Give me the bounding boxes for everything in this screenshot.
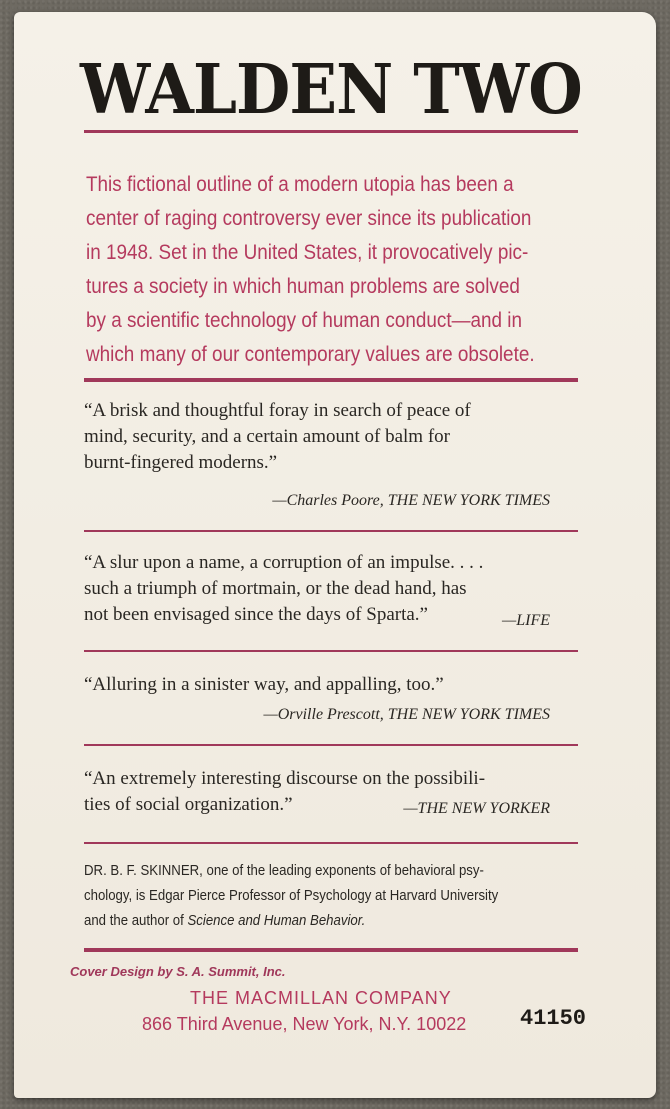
bio-book-title: Science and Human Behavior.: [187, 912, 366, 929]
blurb-line: in 1948. Set in the United States, it provocatively pic-: [86, 241, 529, 264]
quote-line: such a triumph of mortmain, or the dead hand, has: [84, 578, 467, 599]
quote-line: not been envisaged since the days of Sparta.”: [84, 604, 428, 625]
review-quote: [84, 398, 578, 476]
divider-rule: [84, 530, 578, 532]
quote-attribution: —LIFE: [502, 612, 550, 629]
quote-attribution: —THE NEW YORKER: [403, 800, 550, 817]
divider-rule: [84, 842, 578, 844]
title-rule: [84, 130, 578, 133]
blurb-line: which many of our contemporary values are obsolete.: [86, 343, 535, 366]
divider-rule: [84, 650, 578, 652]
book-title: WALDEN TWO: [80, 50, 582, 130]
divider-rule: [84, 378, 578, 382]
divider-rule: [84, 744, 578, 746]
catalog-number: 41150: [520, 1006, 587, 1031]
blurb-line: This fictional outline of a modern utopia has been a: [86, 173, 514, 196]
bio-line: DR. B. F. SKINNER, one of the leading exponents of behavioral psy-: [84, 862, 484, 879]
quote-line: “Alluring in a sinister way, and appalling, too.”: [84, 674, 444, 695]
bio-line: and the author of: [84, 912, 184, 929]
blurb-line: by a scientific technology of human conduct—and in: [86, 309, 523, 332]
quote-attribution: —Charles Poore, THE NEW YORK TIMES: [272, 492, 550, 509]
book-back-cover: [14, 12, 656, 1098]
quote-line: mind, security, and a certain amount of balm for: [84, 426, 450, 447]
blurb-line: center of raging controversy ever since its publication: [86, 207, 532, 230]
quote-line: burnt-fingered moderns.”: [84, 452, 278, 473]
blurb-line: tures a society in which human problems are solved: [86, 275, 520, 298]
quote-attribution: —Orville Prescott, THE NEW YORK TIMES: [263, 706, 550, 723]
description-blurb: [86, 168, 581, 372]
divider-rule: [84, 948, 578, 952]
bio-line: chology, is Edgar Pierce Professor of Psychology at Harvard University: [84, 887, 499, 904]
quote-line: ties of social organization.”: [84, 794, 293, 815]
quote-line: “A slur upon a name, a corruption of an impulse. . . .: [84, 552, 484, 573]
publisher-address: 866 Third Avenue, New York, N.Y. 10022: [142, 1014, 467, 1034]
cover-design-credit: Cover Design by S. A. Summit, Inc.: [70, 964, 286, 979]
quote-line: “An extremely interesting discourse on the possibili-: [84, 768, 486, 789]
review-quote: [84, 672, 578, 698]
quote-line: “A brisk and thoughtful foray in search of peace of: [84, 400, 471, 421]
author-bio: [84, 858, 577, 933]
publisher-name: THE MACMILLAN COMPANY: [190, 988, 452, 1008]
